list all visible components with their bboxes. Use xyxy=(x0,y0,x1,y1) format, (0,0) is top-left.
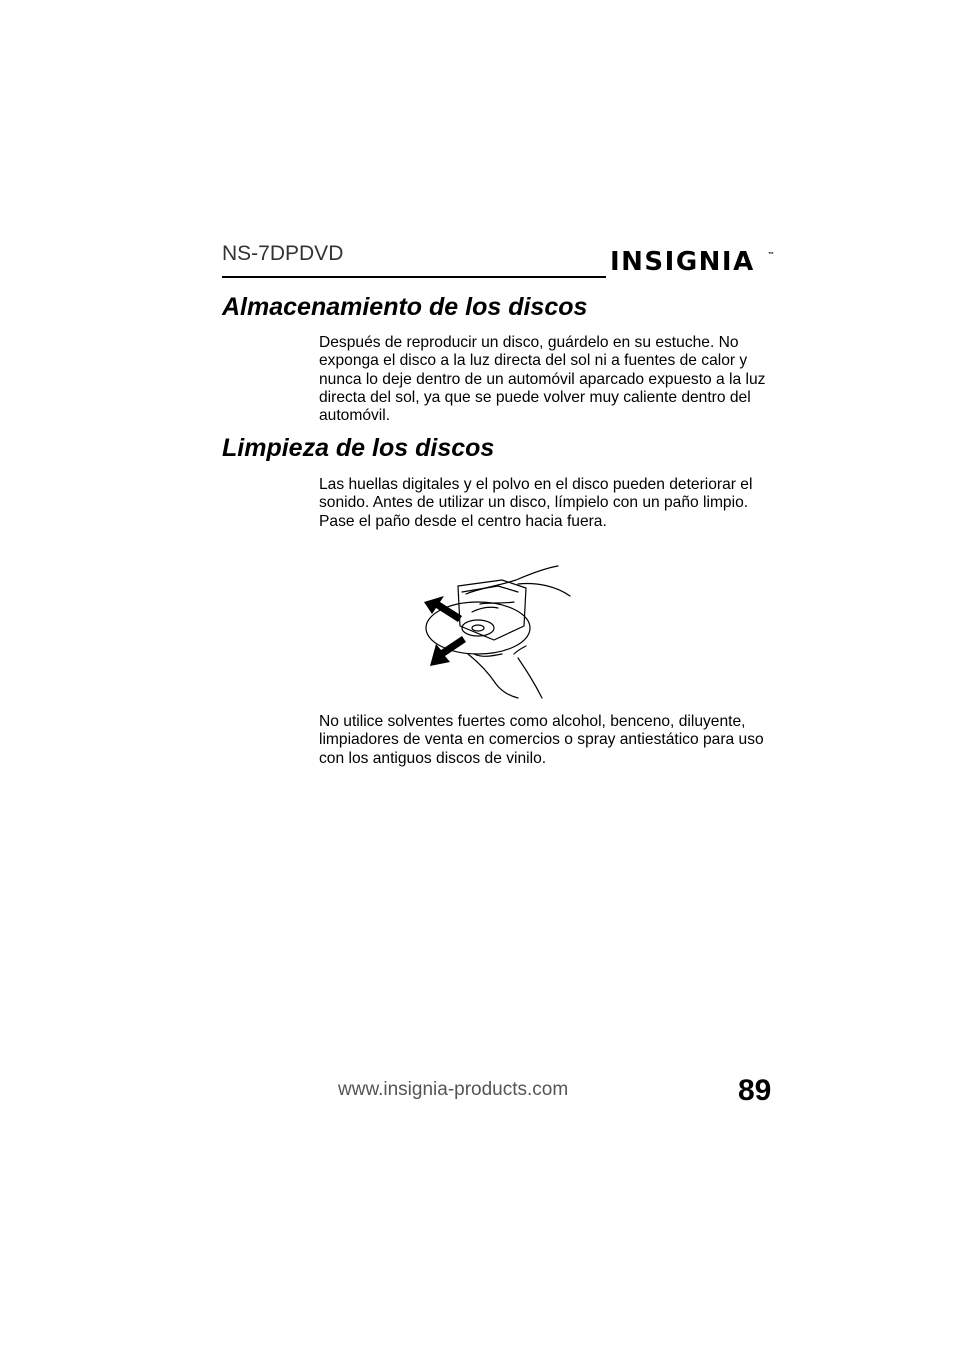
arrow-down-left-icon xyxy=(430,636,466,666)
brand-logo-text: INSIGNIA xyxy=(610,247,755,277)
cleaning-paragraph: Las huellas digitales y el polvo en el disco pueden deteriorar el sonido. Antes de utilizar un disco, límpielo con un paño limpio. Pase el paño desde el centro hacia fuera. xyxy=(319,476,753,530)
disc-hole xyxy=(472,625,484,631)
section-title-cleaning: Limpieza de los discos xyxy=(222,434,495,462)
solvents-warning-paragraph: No utilice solventes fuertes como alcohol, benceno, diluyente, limpiadores de venta en comercios o spray antiestático para uso con los antiguos discos de vinilo. xyxy=(319,713,764,767)
trademark-symbol: ™ xyxy=(768,252,774,258)
brand-logo xyxy=(610,240,776,284)
disc-cleaning-illustration xyxy=(418,562,576,700)
header-divider xyxy=(222,276,606,278)
model-number: NS-7DPDVD xyxy=(222,242,344,265)
footer-url: www.insignia-products.com xyxy=(338,1079,569,1100)
page-number: 89 xyxy=(738,1074,772,1107)
section-title-storage: Almacenamiento de los discos xyxy=(222,293,588,321)
storage-paragraph: Después de reproducir un disco, guárdelo en su estuche. No exponga el disco a la luz directa del sol ni a fuentes de calor y nunca lo deje dentro de un automóvil aparcado expuesto a la luz directa del sol, ya que se puede volver muy caliente dentro del automóvil. xyxy=(319,334,766,425)
lower-hand xyxy=(468,654,518,698)
